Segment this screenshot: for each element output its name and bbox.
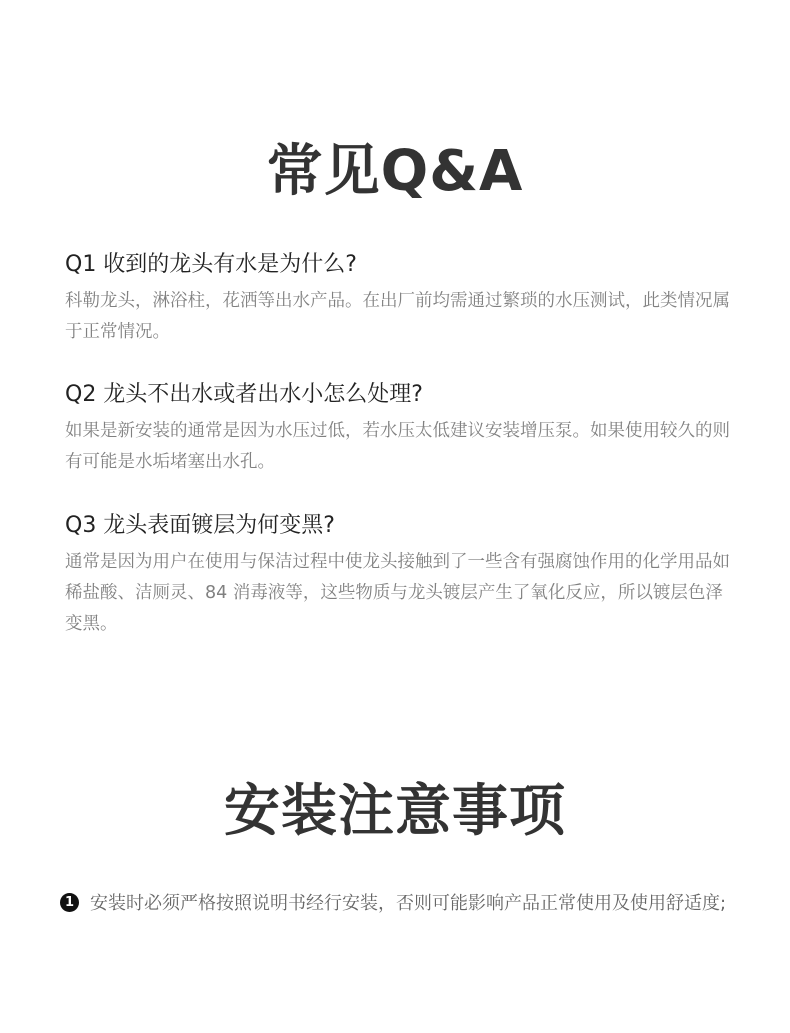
- qa-item: [65, 380, 730, 478]
- qa-item: [65, 511, 730, 640]
- install-section-title: 安装注意事项: [224, 779, 566, 844]
- qa-question: Q3 龙头表面镀层为何变黑?: [65, 513, 335, 538]
- qa-question: Q2 龙头不出水或者出水小怎么处理?: [65, 382, 423, 407]
- install-note-item: [60, 888, 740, 919]
- qa-section-title: 常见Q&A: [266, 139, 524, 204]
- note-number-badge: 1: [60, 893, 79, 912]
- install-note-text: 安装时必须严格按照说明书经行安装，否则可能影响产品正常使用及使用舒适度;: [90, 893, 727, 914]
- qa-answer: 通常是因为用户在使用与保洁过程中使龙头接触到了一些含有强腐蚀作用的化学用品如稀盐酸、洁厕灵、84 消毒液等，这些物质与龙头镀层产生了氧化反应，所以镀层色泽变黑。: [65, 552, 730, 634]
- qa-item: [65, 250, 730, 348]
- qa-question: Q1 收到的龙头有水是为什么?: [65, 252, 357, 277]
- qa-answer: 科勒龙头，淋浴柱，花洒等出水产品。在出厂前均需通过繁琐的水压测试，此类情况属于正常情况。: [65, 291, 730, 342]
- qa-answer: 如果是新安装的通常是因为水压过低，若水压太低建议安装增压泵。如果使用较久的则有可能是水垢堵塞出水孔。: [65, 421, 730, 472]
